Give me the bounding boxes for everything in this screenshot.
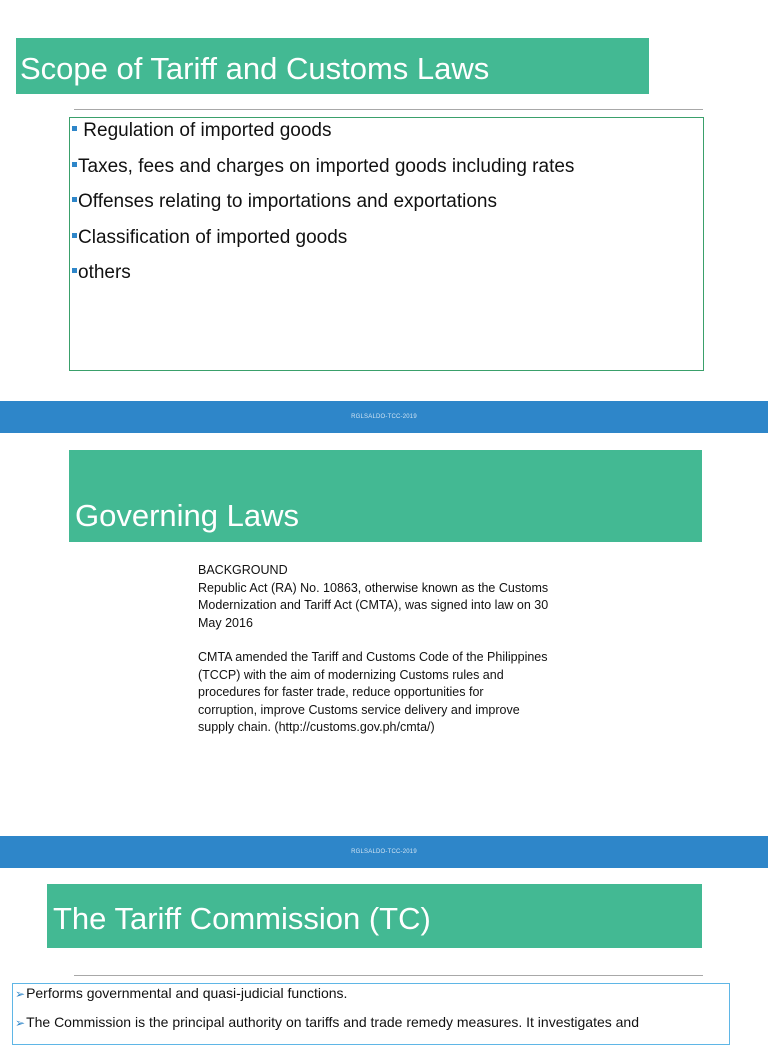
square-bullet-icon xyxy=(72,162,77,167)
para1-line: Republic Act (RA) No. 10863, otherwise known as the Customs xyxy=(198,580,549,595)
footer-text: RGLSALDO-TCC-2019 xyxy=(351,414,417,420)
para2-line: CMTA amended the Tariff and Customs Code of the Philippines xyxy=(198,650,548,664)
slide2-title-bar xyxy=(69,450,702,542)
slide3-title: The Tariff Commission (TC) xyxy=(53,901,431,936)
slide1-bullet-box xyxy=(69,117,704,371)
list-item: Taxes, fees and charges on imported goods including rates xyxy=(72,156,574,178)
slide3-divider xyxy=(74,975,703,976)
slide1-title: Scope of Tariff and Customs Laws xyxy=(20,51,490,86)
slide3-title-bar xyxy=(47,884,702,948)
slide1-divider xyxy=(74,109,703,110)
background-heading: BACKGROUND xyxy=(198,563,288,577)
square-bullet-icon xyxy=(72,268,77,273)
para2-line: corruption, improve Customs service delivery and improve xyxy=(198,702,520,717)
slide2-body xyxy=(198,562,588,737)
para2-line: supply chain. (http://customs.gov.ph/cmta/) xyxy=(198,720,435,734)
arrow-bullet-icon: ➢ xyxy=(15,1016,26,1030)
slide-footer-bar xyxy=(0,836,768,868)
slide2-title: Governing Laws xyxy=(75,498,300,533)
footer-text: RGLSALDO-TCC-2019 xyxy=(351,849,417,855)
list-item: Offenses relating to importations and exportations xyxy=(72,191,497,213)
para1-line: Modernization and Tariff Act (CMTA), was signed into law on 30 xyxy=(198,598,549,612)
list-item: Classification of imported goods xyxy=(72,227,347,249)
para2-line: procedures for faster trade, reduce opportunities for xyxy=(198,685,484,699)
square-bullet-icon xyxy=(72,233,77,238)
list-item: Regulation of imported goods xyxy=(72,120,332,142)
slide1-title-bar xyxy=(16,38,649,94)
list-item: others xyxy=(72,262,131,284)
slide3-bullet-box xyxy=(12,983,730,1045)
square-bullet-icon xyxy=(72,126,77,131)
slide-footer-bar xyxy=(0,401,768,433)
arrow-bullet-icon: ➢ xyxy=(15,987,26,1001)
para2-line: (TCCP) with the aim of modernizing Customs rules and xyxy=(198,667,504,682)
square-bullet-icon xyxy=(72,197,77,202)
list-item: ➢The Commission is the principal authority on tariffs and trade remedy measures. It investigates and xyxy=(15,1014,639,1030)
para1-line: May 2016 xyxy=(198,615,253,630)
list-item: ➢Performs governmental and quasi-judicial functions. xyxy=(15,985,348,1001)
